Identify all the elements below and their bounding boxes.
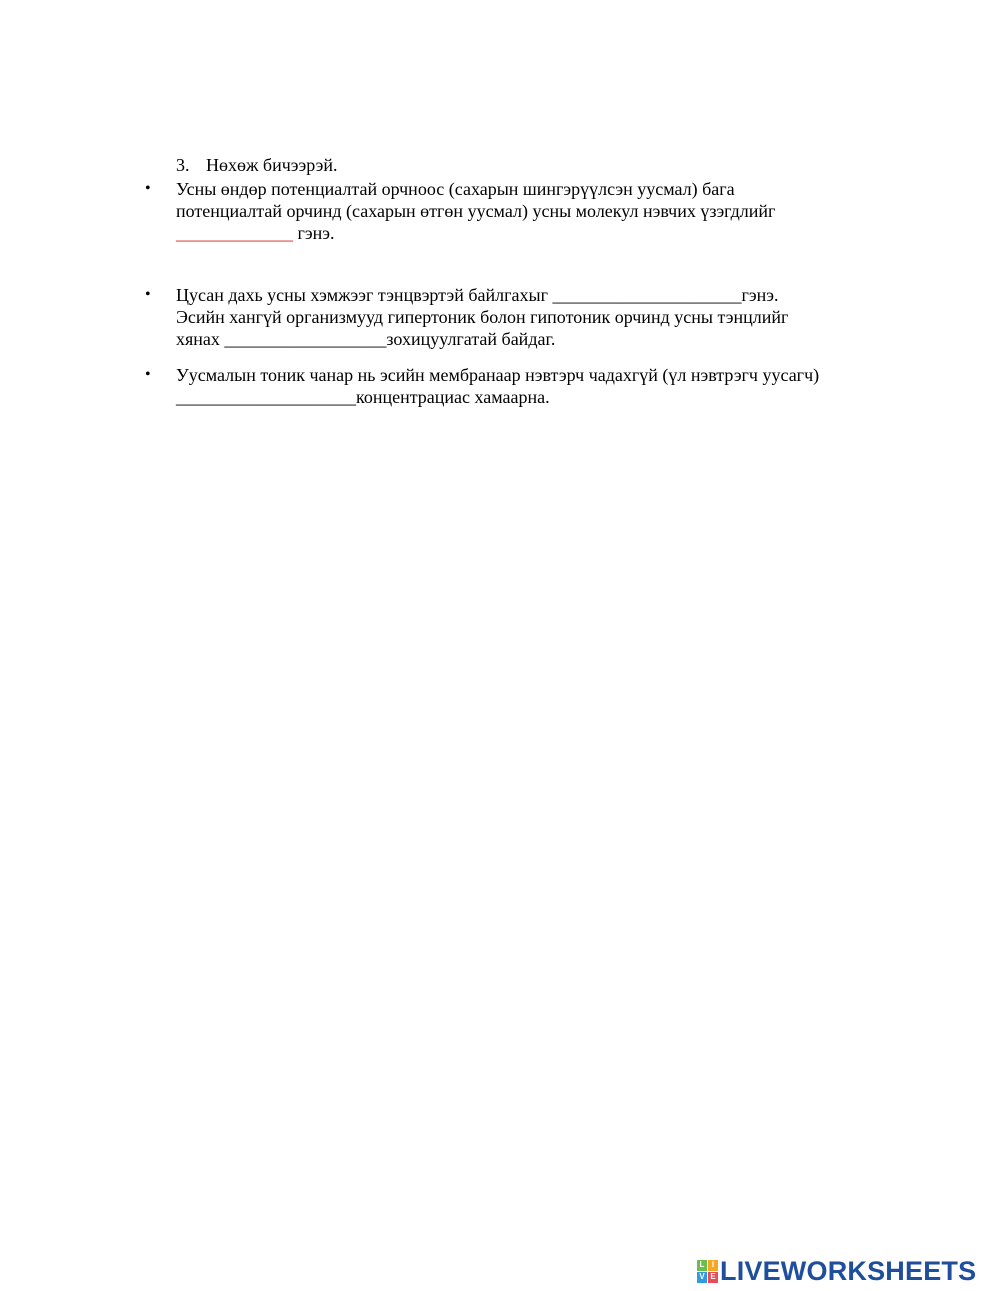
- logo-block: E: [708, 1272, 718, 1283]
- list-item: [145, 364, 896, 408]
- logo-blocks-icon: [697, 1260, 718, 1283]
- logo-text: LIVEWORKSHEETS: [720, 1256, 977, 1286]
- liveworksheets-logo[interactable]: [697, 1256, 976, 1286]
- item-text-line: [176, 328, 896, 350]
- logo-block: L: [697, 1260, 707, 1271]
- list-item: [145, 178, 896, 244]
- bullet-icon: •: [145, 180, 151, 197]
- item-text-fragment: Цусан дахь усны хэмжээг тэнцвэртэй байлгахыг: [176, 285, 553, 305]
- logo-block: V: [697, 1272, 707, 1283]
- answer-blank-1[interactable]: _____________: [176, 223, 293, 243]
- answer-blank-2[interactable]: _____________________: [552, 285, 742, 305]
- logo-block: I: [708, 1260, 718, 1271]
- list-item: [145, 284, 896, 350]
- item-text-fragment: гэнэ.: [741, 285, 779, 305]
- item-text-line: Уусмалын тоник чанар нь эсийн мембранаар нэвтэрч чадахгүй (үл нэвтрэгч уусагч): [176, 365, 820, 385]
- task-number: 3.: [176, 155, 190, 175]
- item-text-line: Усны өндөр потенциалтай орчноос (сахарын шингэрүүлсэн уусмал) бага: [176, 179, 735, 199]
- item-text-line: потенциалтай орчинд (сахарын өтгөн уусмал) усны молекул нэвчих үзэгдлийг: [176, 201, 776, 221]
- item-text-fragment: гэнэ.: [293, 223, 335, 243]
- task-heading: [176, 154, 338, 176]
- bullet-icon: •: [145, 286, 151, 303]
- item-text-line: Эсийн хангүй организмууд гипертоник болон гипотоник орчинд усны тэнцлийг: [176, 307, 789, 327]
- item-text-fragment: концентрациас хамаарна.: [356, 387, 550, 407]
- item-text-line: [176, 222, 896, 244]
- item-text-fragment: зохицуулгатай байдаг.: [386, 329, 556, 349]
- item-text-line: [176, 386, 896, 408]
- bullet-icon: •: [145, 366, 151, 383]
- item-text-line: [176, 284, 896, 306]
- item-text-fragment: хянах: [176, 329, 225, 349]
- answer-blank-3[interactable]: __________________: [224, 329, 387, 349]
- task-title: Нөхөж бичээрэй.: [206, 155, 338, 175]
- answer-blank-4[interactable]: ____________________: [176, 387, 356, 407]
